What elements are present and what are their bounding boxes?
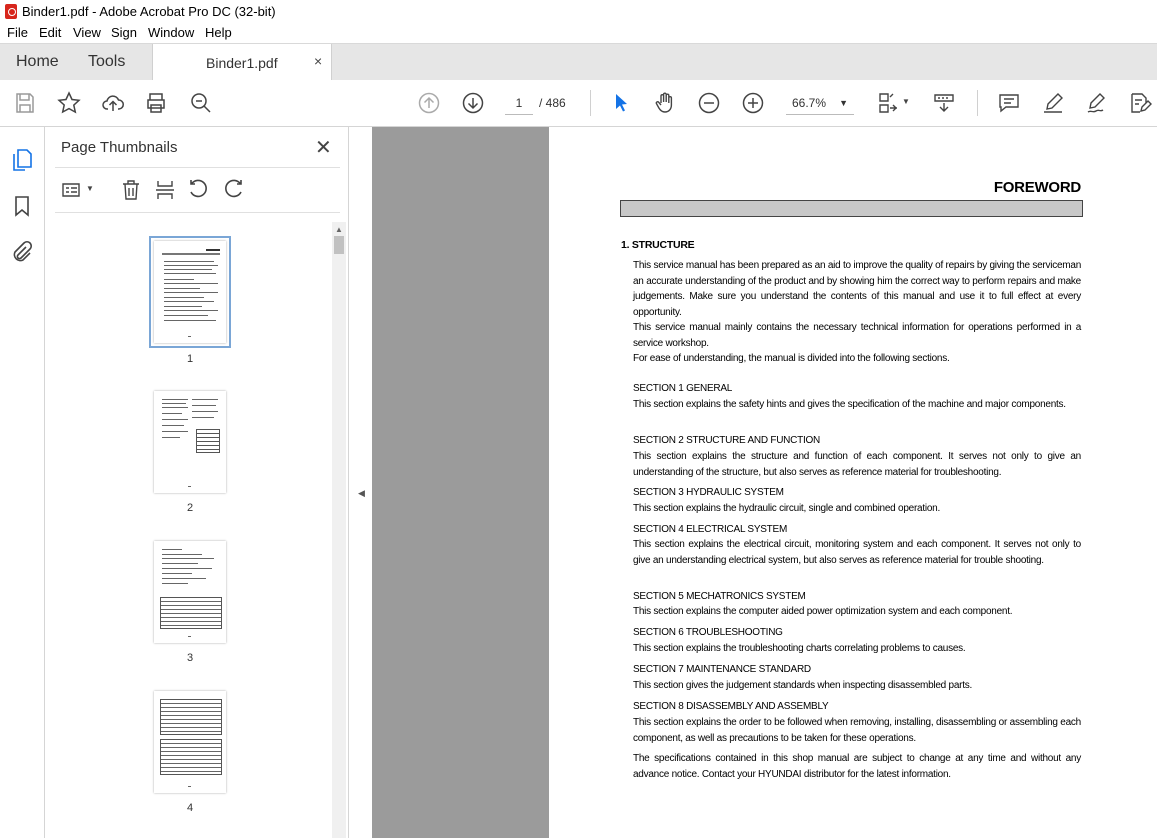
page-thumbnails-icon[interactable] — [10, 148, 34, 172]
thumbnail-label-4: 4 — [186, 802, 194, 814]
scroll-up-icon[interactable]: ▲ — [335, 225, 343, 234]
page-fit-icon[interactable] — [875, 90, 901, 116]
panel-toolbar — [55, 167, 340, 213]
previous-page-icon[interactable] — [416, 90, 442, 116]
section-7-text: This section gives the judgement standards when inspecting disassembled parts. — [633, 680, 973, 691]
tab-document-label: Binder1.pdf — [206, 55, 278, 71]
acrobat-icon — [5, 4, 17, 19]
highlight-pen-icon[interactable] — [1040, 90, 1066, 116]
tab-tools[interactable]: Tools — [88, 53, 126, 70]
page-number-input[interactable]: 1 — [505, 92, 533, 115]
window-title: Binder1.pdf - Adobe Acrobat Pro DC (32-bit) — [22, 4, 276, 19]
next-page-icon[interactable] — [460, 90, 486, 116]
intro-paragraph-3: For ease of understanding, the manual is divided into the following sections. — [633, 353, 950, 364]
menu-window[interactable]: Window — [148, 25, 195, 40]
zoom-value: 66.7% — [792, 96, 827, 110]
document-title: FOREWORD — [993, 179, 1081, 196]
save-icon[interactable] — [12, 90, 38, 116]
tab-bar — [0, 43, 1157, 81]
section-1-title: SECTION 1 GENERAL — [633, 383, 733, 394]
section-heading: 1. STRUCTURE — [621, 239, 695, 251]
bookmark-star-icon[interactable] — [56, 90, 82, 116]
menu-edit[interactable]: Edit — [39, 25, 62, 40]
panel-collapse-strip[interactable] — [348, 127, 373, 838]
extract-pages-icon[interactable] — [153, 178, 177, 202]
attachments-icon[interactable] — [10, 240, 34, 264]
thumbnail-options-icon[interactable] — [60, 178, 84, 202]
section-2-title: SECTION 2 STRUCTURE AND FUNCTION — [633, 435, 821, 446]
section-8-text: This section explains the order to be followed when removing, installing, disassembling or assembling each component, as well as precautions to be taken for these operations. — [633, 717, 1081, 744]
zoom-in-icon[interactable] — [740, 90, 766, 116]
intro-paragraph-1: This service manual has been prepared as an aid to improve the quality of repairs by giving the serviceman an accurate understanding of the product and by showing him the correct way to perform repairs and make judgements. Make sure you understand the contents of this manual and use it to full effect at every opportunity. — [633, 260, 1081, 318]
page-thumbnail-4[interactable] — [154, 691, 226, 793]
divider — [590, 90, 591, 116]
chevron-down-icon: ▼ — [839, 98, 848, 108]
scroll-mode-icon[interactable] — [931, 90, 957, 116]
section-6-title: SECTION 6 TROUBLESHOOTING — [633, 627, 783, 638]
intro-paragraph-2: This service manual mainly contains the necessary technical information for operations performed in a service workshop. — [633, 322, 1081, 349]
menu-file[interactable]: File — [7, 25, 28, 40]
section-1-text: This section explains the safety hints and gives the specification of the machine and major components. — [633, 399, 1066, 410]
section-7-title: SECTION 7 MAINTENANCE STANDARD — [633, 664, 811, 675]
page-total: / 486 — [539, 96, 566, 110]
section-3-title: SECTION 3 HYDRAULIC SYSTEM — [633, 487, 784, 498]
edit-pdf-icon[interactable] — [1127, 90, 1153, 116]
section-2-text: This section explains the structure and function of each component. It serves not only to give an understanding of the structure, but also serves as reference material for troubleshooting. — [633, 451, 1081, 478]
menu-view[interactable]: View — [73, 25, 101, 40]
section-4-text: This section explains the electrical circuit, monitoring system and each component. It serves not only to give an understanding electrical system, but also serves as reference material for trouble shooting. — [633, 539, 1081, 566]
page-fit-chevron-icon[interactable]: ▼ — [902, 97, 910, 106]
footer-note: The specifications contained in this shop manual are subject to change at any time and without any advance notice. Contact your HYUNDAI distributor for the latest information. — [633, 753, 1081, 780]
section-3-text: This section explains the hydraulic circuit, single and combined operation. — [633, 503, 940, 514]
title-bar — [0, 0, 1157, 23]
section-6-text: This section explains the troubleshooting charts correlating problems to causes. — [633, 643, 966, 654]
zoom-out-icon[interactable] — [696, 90, 722, 116]
options-chevron-icon[interactable]: ▼ — [86, 184, 94, 193]
scrollbar-thumb[interactable] — [334, 236, 344, 254]
menu-sign[interactable]: Sign — [111, 25, 138, 40]
tab-document[interactable] — [152, 44, 332, 81]
hand-tool-icon[interactable] — [652, 90, 678, 116]
title-bar-rule — [620, 200, 1083, 217]
section-5-text: This section explains the computer aided power optimization system and each component. — [633, 606, 1013, 617]
page-thumbnail-2[interactable] — [154, 391, 226, 493]
select-cursor-icon[interactable] — [608, 90, 634, 116]
collapse-panel-icon[interactable]: ◀ — [358, 488, 365, 498]
section-5-title: SECTION 5 MECHATRONICS SYSTEM — [633, 591, 806, 602]
tab-close-icon[interactable]: × — [314, 53, 323, 69]
page-thumbnail-1[interactable] — [154, 241, 226, 343]
rotate-ccw-icon[interactable] — [187, 178, 211, 202]
comment-icon[interactable] — [996, 90, 1022, 116]
close-icon[interactable]: ✕ — [315, 137, 332, 159]
print-icon[interactable] — [143, 90, 169, 116]
tab-home[interactable]: Home — [16, 53, 59, 70]
cloud-upload-icon[interactable] — [100, 90, 126, 116]
section-8-title: SECTION 8 DISASSEMBLY AND ASSEMBLY — [633, 701, 829, 712]
document-canvas — [372, 127, 549, 838]
find-zoom-icon[interactable] — [188, 90, 214, 116]
pdf-page — [549, 127, 1157, 838]
thumbnail-label-2: 2 — [186, 502, 194, 514]
rotate-cw-icon[interactable] — [221, 178, 245, 202]
thumbnail-label-1: 1 — [186, 353, 194, 365]
left-rail — [0, 127, 45, 838]
page-thumbnails-panel — [45, 127, 348, 838]
menu-help[interactable]: Help — [205, 25, 232, 40]
zoom-select[interactable] — [786, 92, 854, 115]
delete-page-icon[interactable] — [119, 178, 143, 202]
divider — [977, 90, 978, 116]
page-thumbnail-3[interactable] — [154, 541, 226, 643]
thumbnails-scrollbar[interactable] — [332, 222, 346, 838]
bookmarks-icon[interactable] — [10, 194, 34, 218]
thumbnail-label-3: 3 — [186, 652, 194, 664]
menu-bar — [0, 23, 1157, 43]
sign-icon[interactable] — [1084, 90, 1110, 116]
panel-title: Page Thumbnails — [61, 139, 178, 156]
main-toolbar — [0, 80, 1157, 127]
section-4-title: SECTION 4 ELECTRICAL SYSTEM — [633, 524, 788, 535]
